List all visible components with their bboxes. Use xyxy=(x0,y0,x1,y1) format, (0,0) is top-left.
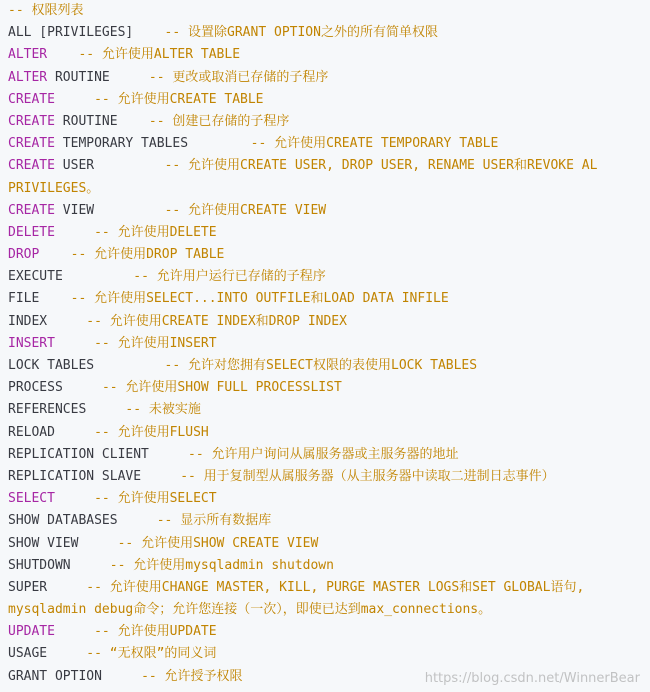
code-line xyxy=(8,288,650,310)
privilege-name: USAGE xyxy=(8,646,48,662)
privilege-name: DELETE xyxy=(8,224,55,240)
privilege-comment: PRIVILEGES。 xyxy=(8,180,100,196)
privilege-name: ROUTINE xyxy=(54,113,118,129)
privilege-name: UPDATE xyxy=(8,624,55,640)
privilege-comment: -- 允许使用CREATE TEMPORARY TABLE xyxy=(250,136,499,152)
privilege-name: DROP xyxy=(8,247,40,263)
privilege-name: ALTER xyxy=(8,47,48,63)
code-line xyxy=(8,377,650,399)
privilege-comment: -- 权限列表 xyxy=(8,3,84,18)
privilege-comment: -- 允许使用DROP TABLE xyxy=(70,247,225,263)
privilege-name: PROCESS xyxy=(8,380,63,396)
code-line xyxy=(8,266,650,288)
privilege-keyword: CREATE xyxy=(8,158,55,174)
privilege-comment: -- 允许使用CREATE VIEW xyxy=(164,202,327,218)
code-line xyxy=(8,333,650,355)
code-line xyxy=(8,0,650,22)
privilege-comment: -- 允许使用CHANGE MASTER, KILL, PURGE MASTER LOGS和SET GLOBAL语句, xyxy=(86,579,585,595)
privilege-comment: -- 允许使用CREATE INDEX和DROP INDEX xyxy=(86,313,347,329)
privilege-comment: -- 允许使用SELECT xyxy=(94,491,217,507)
privilege-comment: -- 允许使用SELECT...INTO OUTFILE和LOAD DATA INFILE xyxy=(70,291,449,307)
code-line xyxy=(8,178,650,200)
privilege-comment: -- 显示所有数据库 xyxy=(156,513,272,529)
privilege-comment: -- 未被实施 xyxy=(125,402,201,418)
privilege-keyword: CREATE xyxy=(8,202,55,218)
privilege-name: SHOW DATABASES xyxy=(8,513,118,529)
privilege-comment: -- 允许使用ALTER TABLE xyxy=(78,47,241,63)
code-line xyxy=(8,399,650,421)
code-line xyxy=(8,200,650,222)
code-line xyxy=(8,466,650,488)
code-line xyxy=(8,155,650,177)
privilege-comment: -- 允许使用SHOW FULL PROCESSLIST xyxy=(101,380,342,396)
code-line xyxy=(8,621,650,643)
privilege-name: REPLICATION SLAVE xyxy=(8,468,142,484)
code-line xyxy=(8,111,650,133)
privilege-comment: -- 允许使用SHOW CREATE VIEW xyxy=(117,535,319,551)
code-line xyxy=(8,643,650,665)
privilege-comment: mysqladmin debug命令；允许您连接（一次），即使已达到max_connections。 xyxy=(8,602,492,618)
privilege-comment: -- 允许使用FLUSH xyxy=(94,424,209,440)
code-line xyxy=(8,44,650,66)
privilege-name: TEMPORARY TABLES xyxy=(54,136,189,152)
privilege-comment: -- 更改或取消已存储的子程序 xyxy=(148,69,329,85)
privilege-comment: -- 允许使用INSERT xyxy=(94,335,217,351)
code-line xyxy=(8,577,650,599)
privilege-keyword: CREATE xyxy=(8,136,55,152)
privilege-name: SHOW VIEW xyxy=(8,535,79,551)
privilege-name: VIEW xyxy=(54,202,95,218)
privilege-comment: -- 允许使用CREATE TABLE xyxy=(94,91,264,107)
code-line xyxy=(8,244,650,266)
privilege-name: REPLICATION CLIENT xyxy=(8,446,149,462)
privilege-name: ROUTINE xyxy=(47,69,110,85)
privilege-name: SELECT xyxy=(8,491,55,507)
privilege-comment: -- 允许使用DELETE xyxy=(94,224,217,240)
privilege-name: FILE xyxy=(8,291,40,307)
privilege-name: USER xyxy=(54,158,95,174)
code-line xyxy=(8,133,650,155)
watermark: https://blog.csdn.net/WinnerBear xyxy=(424,671,640,686)
privilege-name: REFERENCES xyxy=(8,402,87,418)
privilege-comment: -- 允许使用mysqladmin shutdown xyxy=(109,557,334,573)
privilege-keyword: CREATE xyxy=(8,113,55,129)
code-line xyxy=(8,355,650,377)
privilege-name: SUPER xyxy=(8,579,48,595)
code-line xyxy=(8,422,650,444)
privilege-name: EXECUTE xyxy=(8,269,63,285)
privilege-name: LOCK TABLES xyxy=(8,358,95,373)
privilege-comment: -- 允许使用UPDATE xyxy=(94,624,217,640)
code-line xyxy=(8,533,650,555)
privilege-name: INSERT xyxy=(8,335,55,351)
privilege-comment: -- 设置除GRANT OPTION之外的所有简单权限 xyxy=(164,25,438,41)
privilege-name: GRANT OPTION xyxy=(8,668,102,684)
code-line xyxy=(8,555,650,577)
privilege-comment: -- 用于复制型从属服务器（从主服务器中读取二进制日志事件） xyxy=(180,468,555,484)
privilege-comment: -- 允许授予权限 xyxy=(141,668,243,684)
code-line xyxy=(8,311,650,333)
privilege-comment: -- “无权限”的同义词 xyxy=(86,646,217,662)
code-block xyxy=(8,0,650,688)
privilege-comment: -- 允许使用CREATE USER, DROP USER, RENAME USER和REVOKE AL xyxy=(164,158,598,174)
privilege-comment: -- 允许对您拥有SELECT权限的表使用LOCK TABLES xyxy=(164,358,478,373)
privilege-name: INDEX xyxy=(8,313,48,329)
privilege-comment: -- 创建已存储的子程序 xyxy=(148,113,290,129)
privilege-comment: -- 允许用户运行已存储的子程序 xyxy=(133,269,326,285)
privilege-name: SHUTDOWN xyxy=(8,557,71,573)
code-line xyxy=(8,444,650,466)
code-line xyxy=(8,67,650,89)
code-line xyxy=(8,22,650,44)
code-line xyxy=(8,510,650,532)
code-line xyxy=(8,89,650,111)
privilege-keyword: ALTER xyxy=(8,69,48,85)
privilege-name: RELOAD xyxy=(8,424,55,440)
privilege-comment: -- 允许用户询问从属服务器或主服务器的地址 xyxy=(188,446,459,462)
code-line xyxy=(8,599,650,621)
privilege-name: CREATE xyxy=(8,91,55,107)
code-line xyxy=(8,222,650,244)
privilege-name: ALL [PRIVILEGES] xyxy=(8,25,134,41)
code-line xyxy=(8,488,650,510)
